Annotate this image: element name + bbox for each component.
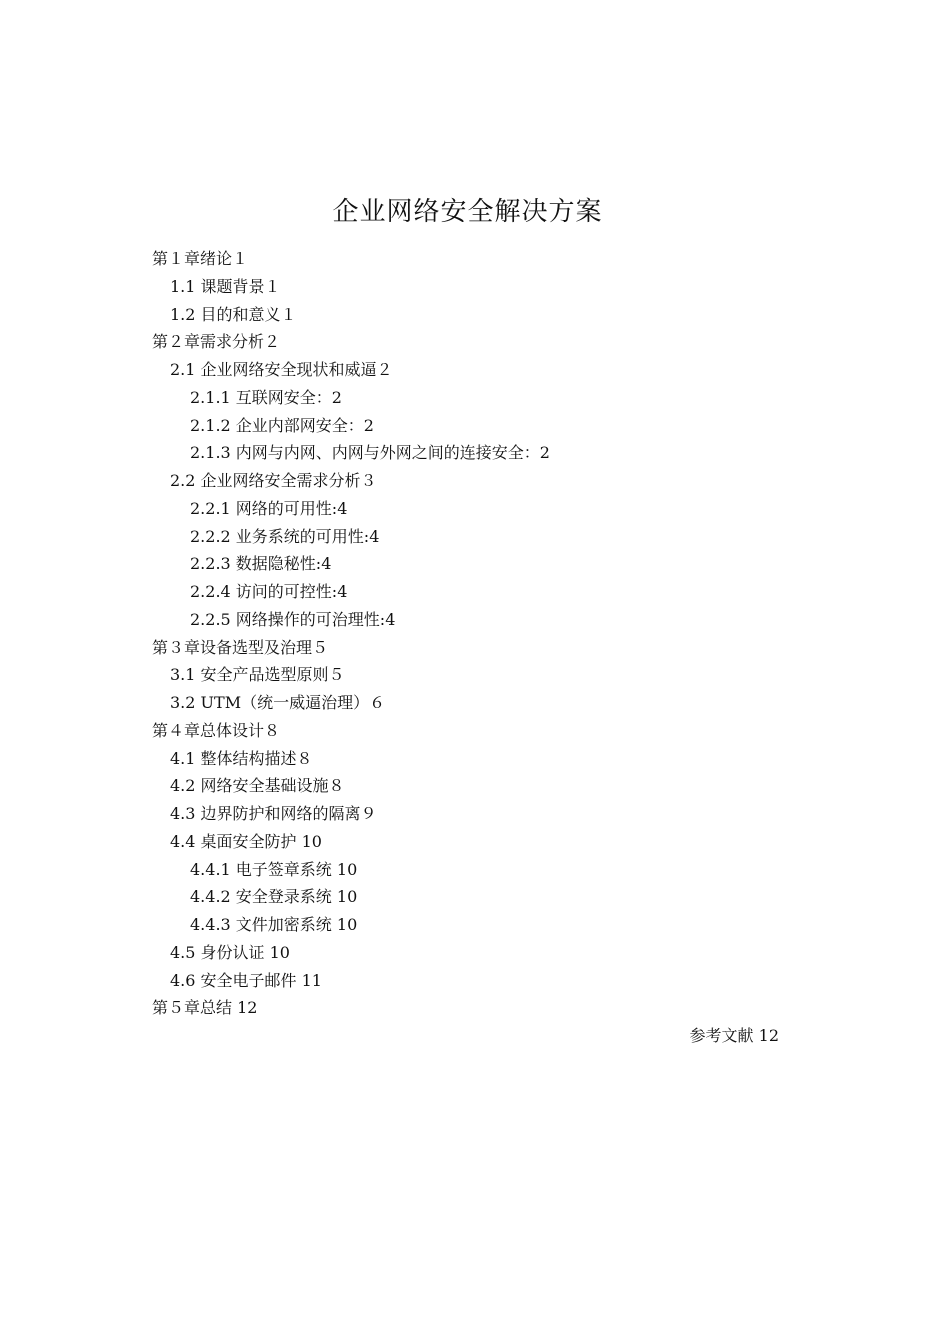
toc-chapter-entry[interactable]: 第２章需求分析２ [152, 332, 281, 352]
toc-chapter-entry[interactable]: 第４章总体设计８ [152, 720, 281, 740]
toc-subsection-entry[interactable]: 2.2.5 网络操作的可治理性:4 [190, 609, 396, 629]
toc-section-entry[interactable]: 3.2 UTM（统一威逼治理）６ [170, 693, 386, 712]
toc-subsection-entry[interactable]: 2.1.3 内网与内网、内网与外网之间的连接安全：2 [190, 443, 550, 463]
toc-chapter-entry[interactable]: 第５章总结 12 [152, 998, 258, 1018]
toc-section-entry[interactable]: 4.4 桌面安全防护 10 [170, 831, 322, 851]
toc-subsection-entry[interactable]: 2.2.4 访问的可控性:4 [190, 582, 348, 601]
page-title: 企业网络安全解决方案 [332, 197, 603, 227]
toc-section-entry[interactable]: 4.1 整体结构描述８ [170, 748, 313, 768]
toc-subsection-entry[interactable]: 2.2.2 业务系统的可用性:4 [190, 526, 380, 546]
toc-subsection-entry[interactable]: 4.4.3 文件加密系统 10 [190, 915, 358, 934]
toc-section-entry[interactable]: 4.5 身份认证 10 [170, 942, 290, 962]
toc-chapter-entry[interactable]: 第３章设备选型及治理５ [152, 637, 329, 657]
toc-section-entry[interactable]: 1.2 目的和意义１ [170, 304, 297, 324]
toc-subsection-entry[interactable]: 4.4.2 安全登录系统 10 [190, 887, 358, 907]
toc-section-entry[interactable]: 1.1 课题背景１ [170, 276, 281, 296]
toc-section-entry[interactable]: 4.6 安全电子邮件 11 [170, 970, 322, 990]
toc-section-entry[interactable]: 2.1 企业网络安全现状和威逼２ [170, 360, 393, 379]
toc-subsection-entry[interactable]: 2.2.3 数据隐秘性:4 [190, 554, 332, 574]
toc-subsection-entry[interactable]: 2.1.1 互联网安全：2 [190, 387, 342, 407]
toc-section-entry[interactable]: 2.2 企业网络安全需求分析３ [170, 471, 377, 490]
toc-subsection-entry[interactable]: 2.1.2 企业内部网安全：2 [190, 415, 374, 435]
toc-chapter-entry[interactable]: 第１章绪论１ [152, 249, 249, 268]
toc-section-entry[interactable]: 4.2 网络安全基础设施８ [170, 776, 345, 796]
toc-section-entry[interactable]: 3.1 安全产品选型原则５ [170, 665, 345, 685]
toc-subsection-entry[interactable]: 2.2.1 网络的可用性:4 [190, 498, 348, 518]
toc-entry-references[interactable]: 参考文献 12 [689, 1026, 779, 1045]
toc-section-entry[interactable]: 4.3 边界防护和网络的隔离９ [170, 804, 377, 823]
toc-subsection-entry[interactable]: 4.4.1 电子签章系统 10 [190, 859, 358, 879]
table-of-contents [0, 245, 950, 1022]
